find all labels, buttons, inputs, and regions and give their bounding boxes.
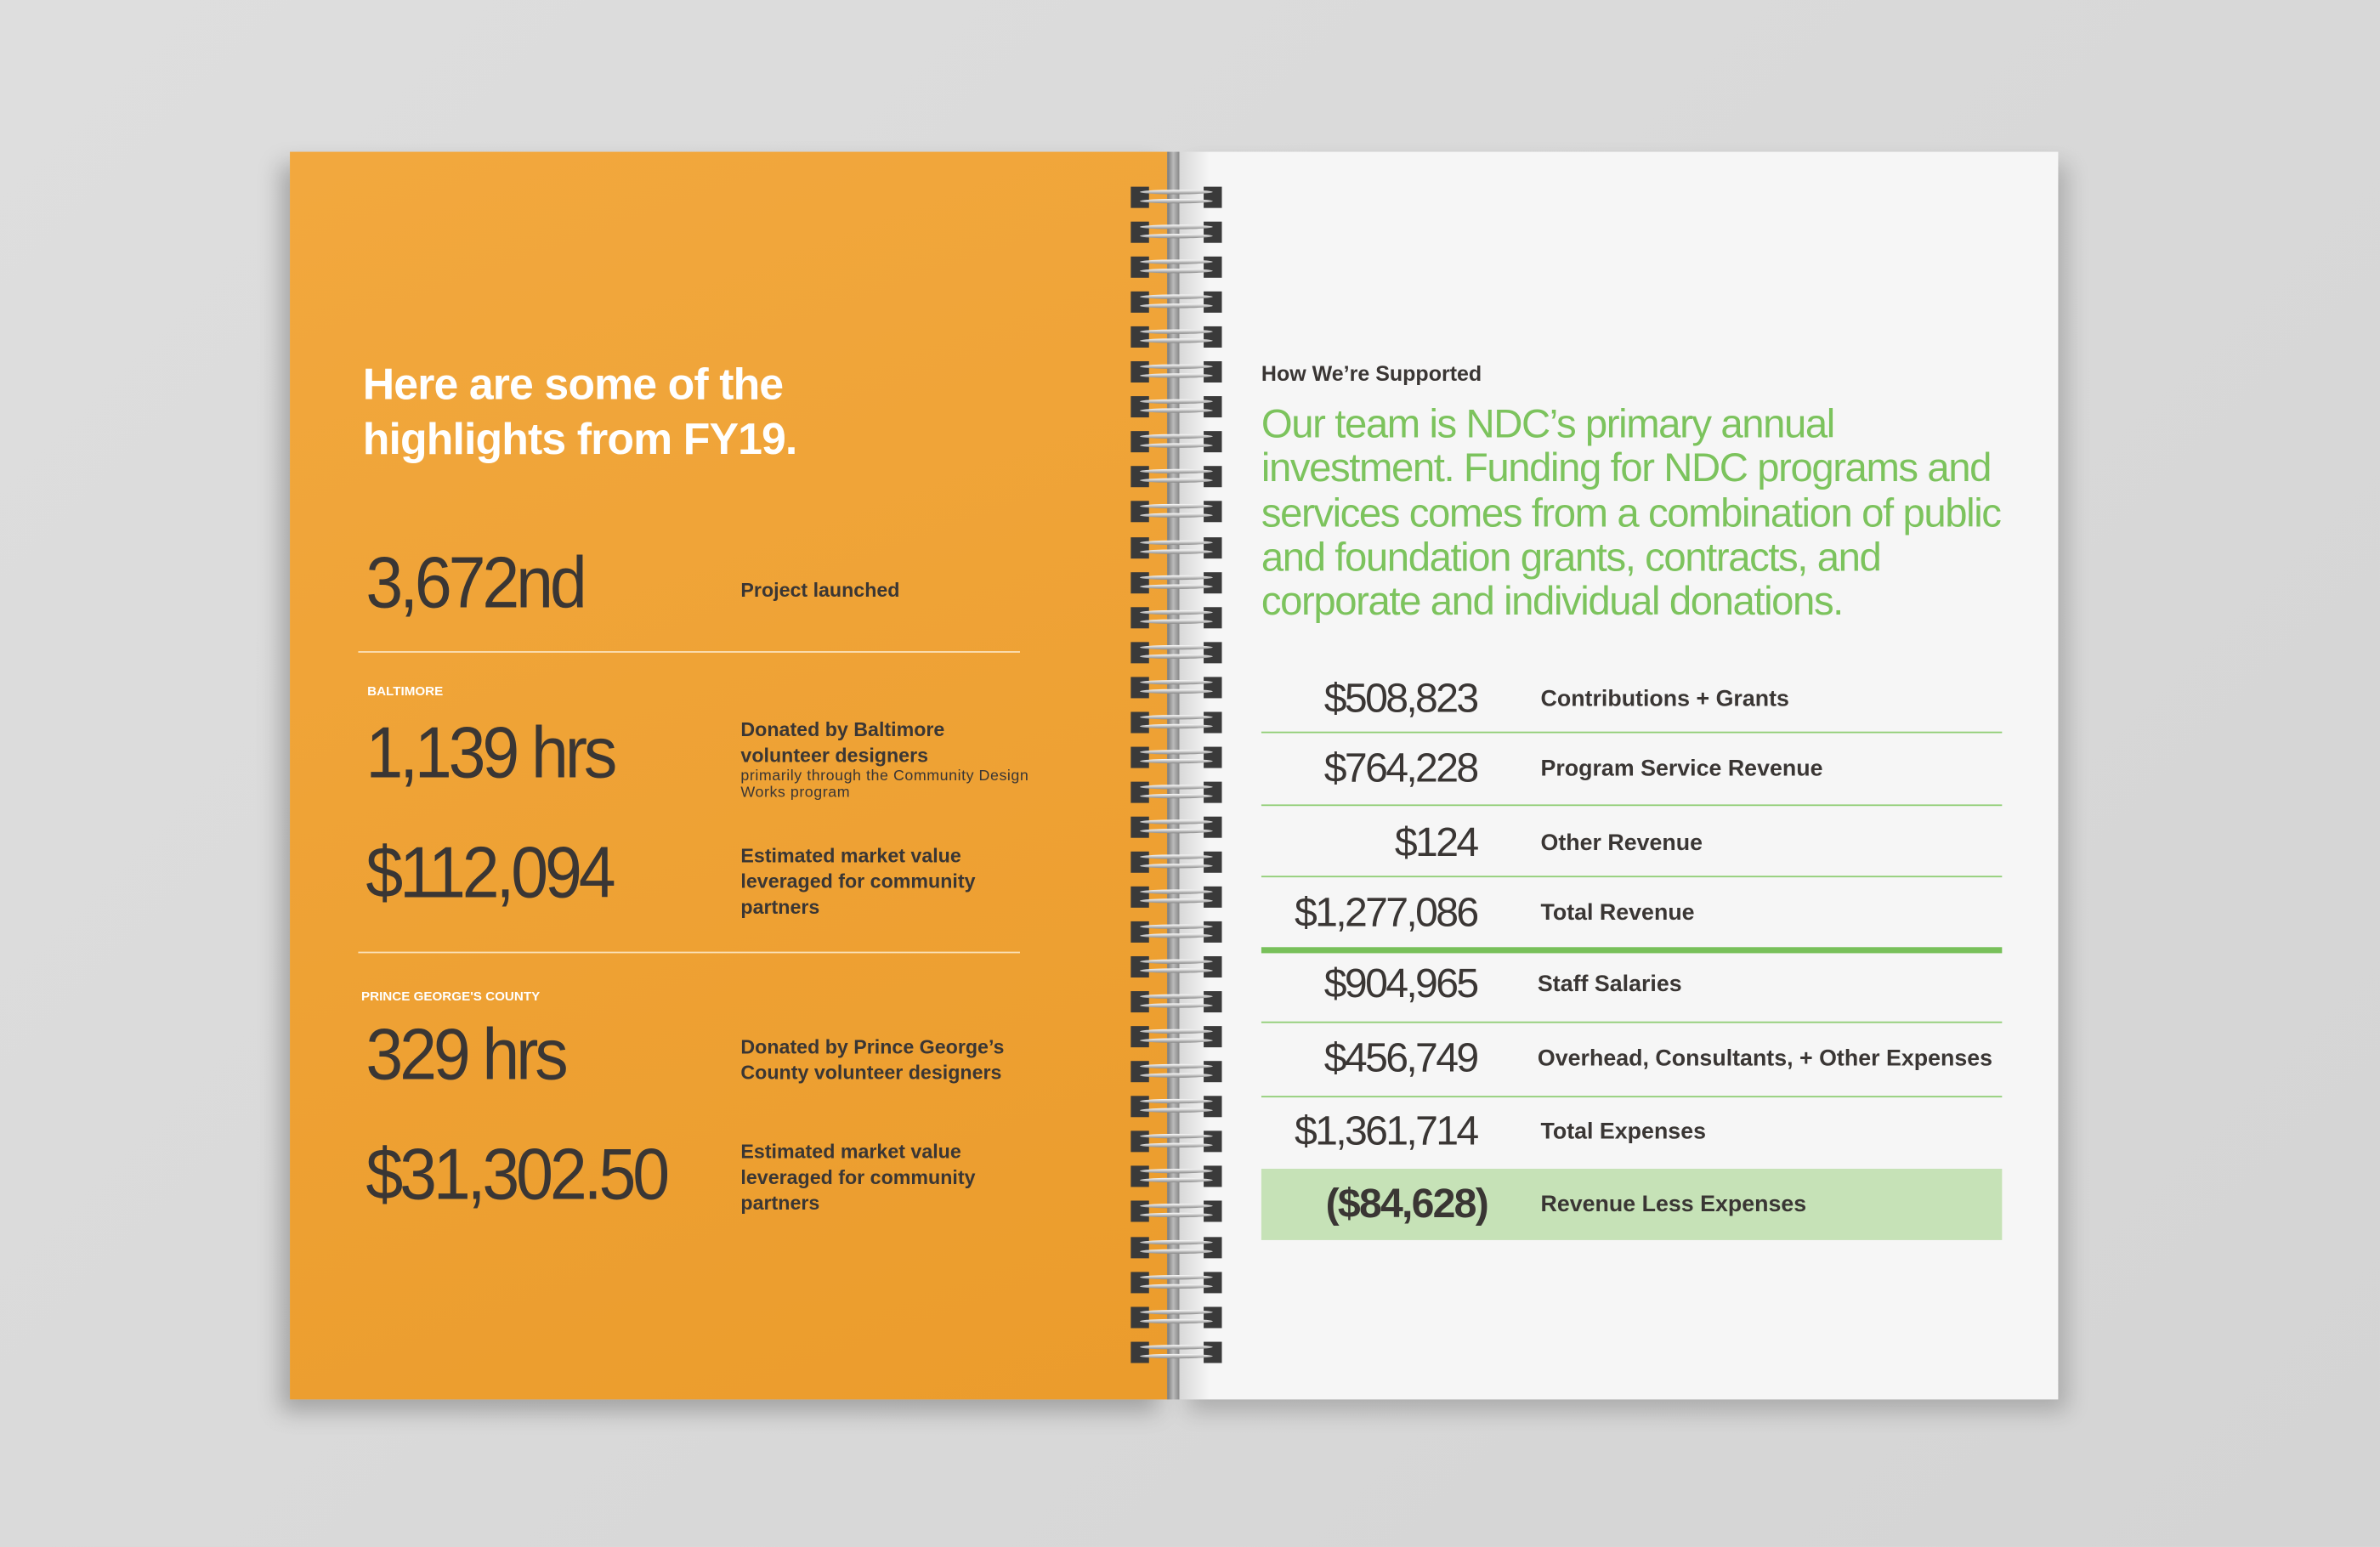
pg-market-label: Estimated market value leveraged for community partners bbox=[740, 1140, 976, 1215]
spiral-coil bbox=[1130, 1166, 1221, 1187]
spiral-coil bbox=[1130, 257, 1221, 278]
spiral-coil bbox=[1130, 642, 1221, 663]
table-row bbox=[1261, 1023, 2002, 1093]
divider bbox=[358, 651, 1020, 653]
pg-hours: 329 hrs bbox=[366, 1015, 565, 1096]
row-amount: $1,277,086 bbox=[1294, 889, 1477, 935]
row-label: Revenue Less Expenses bbox=[1540, 1191, 1807, 1218]
spiral-coil bbox=[1130, 1062, 1221, 1083]
row-label: Total Expenses bbox=[1540, 1119, 1707, 1145]
spiral-coil bbox=[1130, 467, 1221, 488]
spiral-coil bbox=[1130, 536, 1221, 558]
row-label: Program Service Revenue bbox=[1540, 756, 1823, 782]
table-row bbox=[1261, 663, 2002, 733]
spiral-coil bbox=[1130, 1236, 1221, 1257]
headline: Here are some of the highlights from FY19. bbox=[362, 360, 797, 465]
spiral-coil bbox=[1130, 1272, 1221, 1293]
spiral-coil bbox=[1130, 222, 1221, 243]
pg-hours-label: Donated by Prince George’s County volunteer designers bbox=[740, 1034, 1005, 1084]
row-amount: ($84,628) bbox=[1325, 1181, 1488, 1227]
intro-text: Our team is NDC’s primary annual investment. Funding for NDC programs and services comes from a combination of public and foundation grants, contracts, and corporate and individual donations. bbox=[1261, 400, 2001, 625]
section-title: How We’re Supported bbox=[1261, 360, 1482, 386]
row-amount: $904,965 bbox=[1323, 960, 1477, 1006]
spiral-coil bbox=[1130, 887, 1221, 908]
baltimore-hours-note: primarily through the Community Design Works program bbox=[740, 768, 1029, 802]
spiral-coil bbox=[1130, 607, 1221, 628]
table-row bbox=[1261, 808, 2002, 877]
spiral-coil bbox=[1130, 746, 1221, 768]
spiral-coil bbox=[1130, 852, 1221, 873]
region-baltimore: BALTIMORE bbox=[367, 683, 444, 699]
spiral-coil bbox=[1130, 817, 1221, 838]
row-label: Other Revenue bbox=[1540, 830, 1703, 857]
table-row bbox=[1261, 877, 2002, 947]
spiral-coil bbox=[1130, 502, 1221, 523]
table-row bbox=[1261, 733, 2002, 802]
pg-market-value: $31,302.50 bbox=[366, 1135, 666, 1216]
spiral-coil bbox=[1130, 292, 1221, 313]
project-count: 3,672nd bbox=[366, 543, 584, 624]
row-label: Contributions + Grants bbox=[1540, 686, 1789, 712]
baltimore-market-label: Estimated market value leveraged for community partners bbox=[740, 843, 976, 919]
spiral-coil bbox=[1130, 432, 1221, 453]
spiral-coil bbox=[1130, 187, 1221, 208]
row-amount: $508,823 bbox=[1323, 675, 1477, 722]
region-prince-georges: PRINCE GEORGE'S COUNTY bbox=[360, 988, 541, 1004]
spiral-coil bbox=[1130, 326, 1221, 348]
spiral-coil bbox=[1130, 921, 1221, 943]
baltimore-hours-text: Donated by Baltimore volunteer designers bbox=[740, 717, 945, 767]
table-row bbox=[1261, 949, 2002, 1018]
row-divider bbox=[1261, 804, 2002, 806]
baltimore-market-value: $112,094 bbox=[366, 833, 613, 914]
table-row-highlight bbox=[1261, 1169, 2002, 1240]
left-page bbox=[290, 152, 1167, 1400]
spiral-coil bbox=[1130, 1026, 1221, 1047]
table-row bbox=[1261, 1096, 2002, 1165]
spiral-coil bbox=[1130, 677, 1221, 698]
row-amount: $764,228 bbox=[1323, 745, 1477, 791]
spiral-coil bbox=[1130, 1341, 1221, 1363]
spiral-coil bbox=[1130, 1131, 1221, 1153]
row-amount: $124 bbox=[1394, 819, 1477, 865]
baltimore-hours-label bbox=[740, 717, 1028, 802]
project-label: Project launched bbox=[740, 578, 900, 602]
spiral-coil bbox=[1130, 571, 1221, 592]
spiral-coil bbox=[1130, 1201, 1221, 1222]
row-label: Staff Salaries bbox=[1537, 971, 1682, 998]
baltimore-hours: 1,139 hrs bbox=[366, 713, 615, 794]
spiral-coil bbox=[1130, 956, 1221, 978]
spiral-coil bbox=[1130, 397, 1221, 418]
spiral-coil bbox=[1130, 361, 1221, 382]
row-label: Overhead, Consultants, + Other Expenses bbox=[1537, 1046, 1993, 1072]
spiral-coil bbox=[1130, 1096, 1221, 1118]
divider bbox=[358, 952, 1020, 954]
row-amount: $1,361,714 bbox=[1294, 1108, 1477, 1154]
row-amount: $456,749 bbox=[1323, 1034, 1477, 1081]
spiral-coil bbox=[1130, 711, 1221, 733]
spiral-coil bbox=[1130, 1306, 1221, 1328]
spiral-coil bbox=[1130, 991, 1221, 1012]
row-label: Total Revenue bbox=[1540, 899, 1695, 926]
right-page bbox=[1179, 152, 2058, 1400]
spiral-coil bbox=[1130, 781, 1221, 802]
